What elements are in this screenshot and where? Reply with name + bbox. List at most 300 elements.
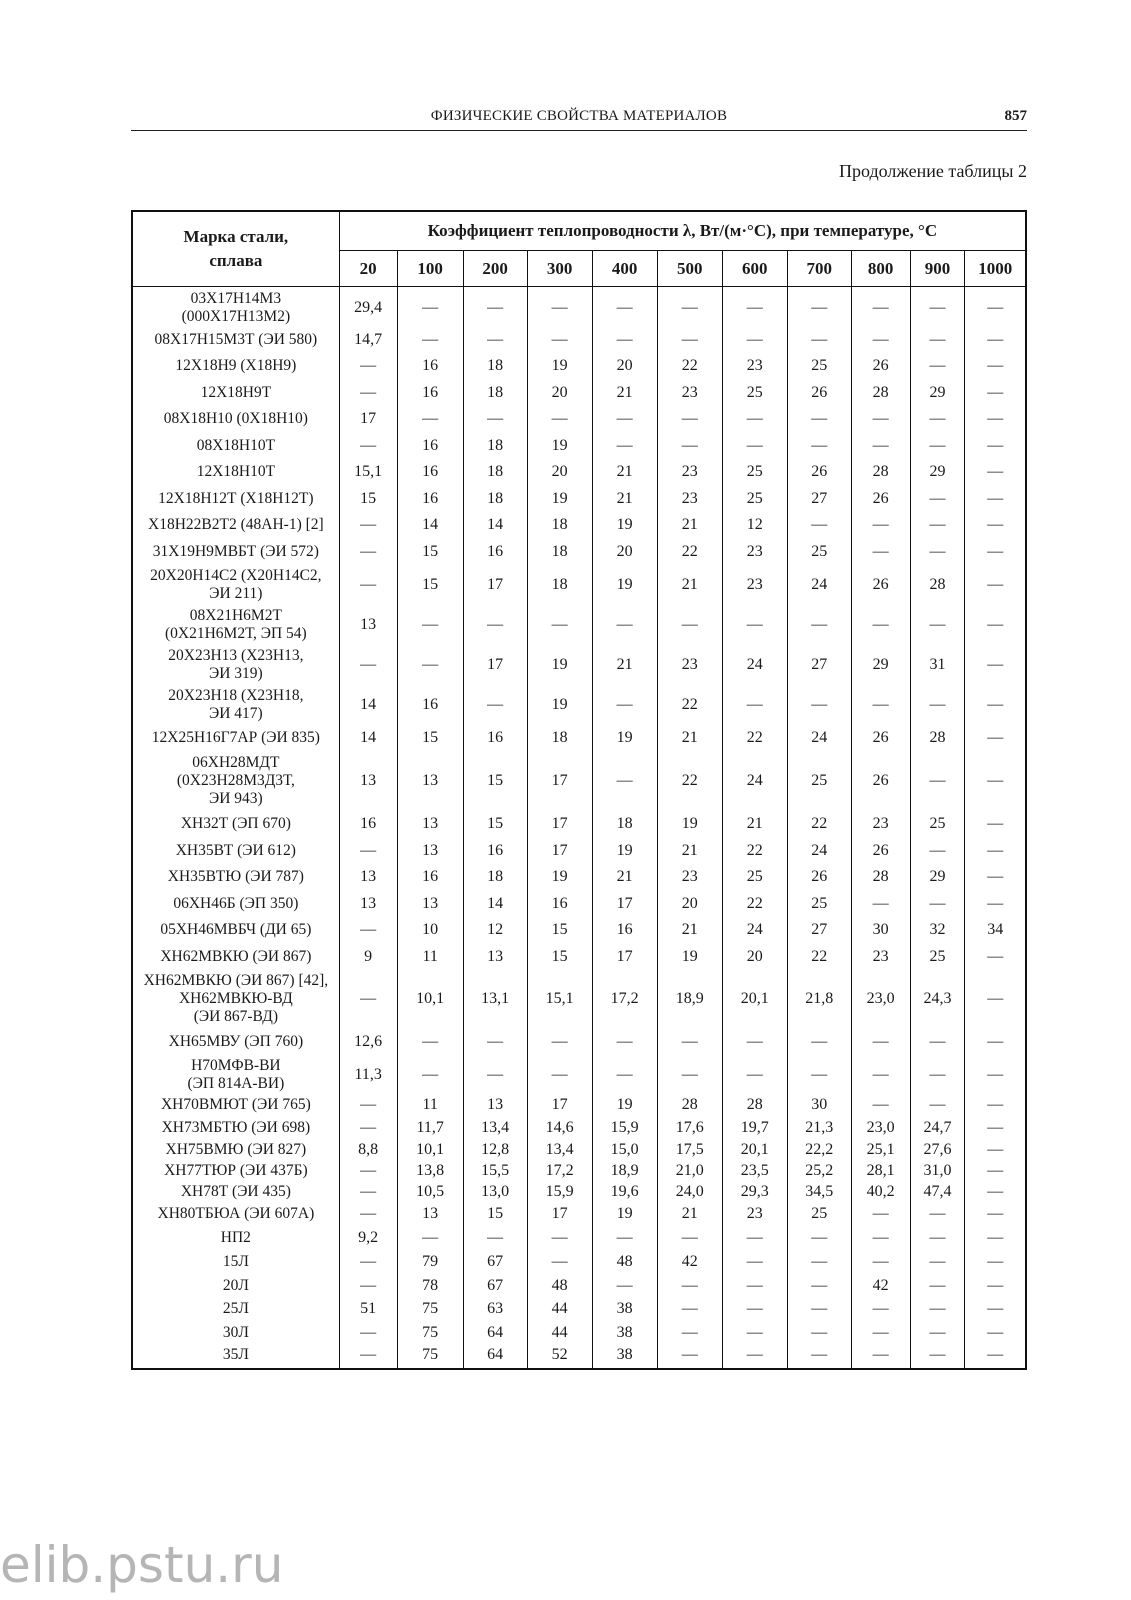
conductivity-value-cell: —: [851, 1298, 910, 1321]
temperature-header-cell: 20: [339, 251, 397, 287]
conductivity-value-cell: —: [965, 565, 1026, 605]
conductivity-value-cell: 14: [463, 891, 527, 917]
conductivity-value-cell: 19: [657, 811, 722, 838]
conductivity-value-cell: 23,0: [851, 1117, 910, 1139]
conductivity-value-cell: 10,1: [397, 970, 463, 1029]
conductivity-value-cell: 34,5: [787, 1182, 851, 1203]
conductivity-value-cell: 21: [592, 486, 657, 512]
table-body: [132, 287, 1026, 1369]
conductivity-value-cell: —: [592, 1274, 657, 1298]
conductivity-value-cell: —: [339, 1203, 397, 1226]
conductivity-value-cell: —: [910, 433, 965, 459]
conductivity-value-cell: 10: [397, 917, 463, 944]
conductivity-value-cell: 25: [787, 353, 851, 380]
conductivity-value-cell: 23,0: [851, 970, 910, 1029]
conductivity-value-cell: —: [592, 1029, 657, 1056]
conductivity-value-cell: 25,2: [787, 1161, 851, 1182]
conductivity-value-cell: —: [722, 406, 787, 433]
table-row: [132, 725, 1026, 752]
conductivity-value-cell: 16: [592, 917, 657, 944]
steel-grade-cell: ХН62МВКЮ (ЭИ 867): [132, 944, 339, 970]
conductivity-value-cell: 28: [910, 565, 965, 605]
conductivity-value-cell: —: [463, 287, 527, 327]
conductivity-value-cell: 27,6: [910, 1139, 965, 1161]
temperature-header-cell: 800: [851, 251, 910, 287]
conductivity-value-cell: 17,5: [657, 1139, 722, 1161]
coefficient-header: Коэффициент теплопроводности λ, Вт/(м·°С), при температуре, °С: [339, 211, 1026, 251]
conductivity-value-cell: 12,8: [463, 1139, 527, 1161]
conductivity-value-cell: —: [851, 433, 910, 459]
table-row: [132, 752, 1026, 811]
conductivity-value-cell: 24: [787, 725, 851, 752]
conductivity-value-cell: 11: [397, 944, 463, 970]
conductivity-value-cell: —: [527, 1250, 592, 1274]
conductivity-value-cell: 13,1: [463, 970, 527, 1029]
conductivity-value-cell: 67: [463, 1274, 527, 1298]
conductivity-value-cell: 15: [397, 539, 463, 565]
table-row: [132, 891, 1026, 917]
steel-grade-cell: ХН75ВМЮ (ЭИ 827): [132, 1139, 339, 1161]
conductivity-value-cell: 17: [463, 565, 527, 605]
steel-grade-cell: ХН35ВТ (ЭИ 612): [132, 838, 339, 864]
conductivity-value-cell: 38: [592, 1345, 657, 1369]
conductivity-value-cell: —: [965, 1274, 1026, 1298]
conductivity-value-cell: 14: [339, 685, 397, 725]
conductivity-value-cell: —: [722, 685, 787, 725]
conductivity-value-cell: —: [910, 327, 965, 353]
conductivity-value-cell: —: [527, 1029, 592, 1056]
running-title: ФИЗИЧЕСКИЕ СВОЙСТВА МАТЕРИАЛОВ: [430, 108, 728, 124]
conductivity-value-cell: 23: [657, 645, 722, 685]
conductivity-value-cell: 23: [722, 1203, 787, 1226]
table-row: [132, 864, 1026, 891]
conductivity-value-cell: —: [527, 1226, 592, 1250]
conductivity-value-cell: —: [910, 353, 965, 380]
conductivity-value-cell: —: [965, 725, 1026, 752]
steel-grade-cell: 05ХН46МВБЧ (ДИ 65): [132, 917, 339, 944]
conductivity-value-cell: 16: [397, 685, 463, 725]
conductivity-value-cell: —: [339, 1161, 397, 1182]
conductivity-value-cell: 38: [592, 1298, 657, 1321]
conductivity-value-cell: —: [527, 605, 592, 645]
conductivity-value-cell: —: [722, 1250, 787, 1274]
conductivity-value-cell: 13: [397, 811, 463, 838]
table-row: [132, 1203, 1026, 1226]
table-row: [132, 1139, 1026, 1161]
conductivity-value-cell: 20: [527, 380, 592, 406]
conductivity-value-cell: —: [657, 1321, 722, 1345]
table-row: [132, 970, 1026, 1029]
steel-grade-cell: 31Х19Н9МВБТ (ЭИ 572): [132, 539, 339, 565]
conductivity-value-cell: 15: [527, 917, 592, 944]
steel-grade-cell: 08Х21Н6М2Т (0Х21Н6М2Т, ЭП 54): [132, 605, 339, 645]
steel-grade-cell: 06ХН28МДТ (0Х23Н28М3Д3Т, ЭИ 943): [132, 752, 339, 811]
conductivity-value-cell: 9: [339, 944, 397, 970]
conductivity-value-cell: —: [910, 605, 965, 645]
conductivity-value-cell: 18: [463, 459, 527, 486]
conductivity-value-cell: 17,2: [527, 1161, 592, 1182]
table-row: [132, 327, 1026, 353]
conductivity-value-cell: —: [965, 1226, 1026, 1250]
conductivity-value-cell: 26: [787, 380, 851, 406]
conductivity-value-cell: 18: [463, 864, 527, 891]
conductivity-value-cell: 21: [592, 645, 657, 685]
conductivity-value-cell: —: [787, 1029, 851, 1056]
conductivity-value-cell: 14,7: [339, 327, 397, 353]
conductivity-value-cell: 26: [851, 486, 910, 512]
conductivity-value-cell: 44: [527, 1321, 592, 1345]
steel-grade-cell: 06ХН46Б (ЭП 350): [132, 891, 339, 917]
conductivity-value-cell: 23: [722, 565, 787, 605]
conductivity-value-cell: 26: [851, 353, 910, 380]
conductivity-value-cell: —: [965, 685, 1026, 725]
conductivity-value-cell: —: [722, 327, 787, 353]
conductivity-value-cell: —: [965, 1298, 1026, 1321]
table-row: [132, 1250, 1026, 1274]
conductivity-value-cell: 18: [463, 486, 527, 512]
conductivity-value-cell: —: [787, 1226, 851, 1250]
steel-grade-cell: Н70МФВ-ВИ (ЭП 814А-ВИ): [132, 1056, 339, 1094]
conductivity-value-cell: 64: [463, 1345, 527, 1369]
conductivity-value-cell: —: [397, 327, 463, 353]
conductivity-value-cell: —: [722, 433, 787, 459]
conductivity-value-cell: 10,5: [397, 1182, 463, 1203]
conductivity-value-cell: —: [397, 1029, 463, 1056]
conductivity-value-cell: —: [339, 1094, 397, 1117]
conductivity-value-cell: 23: [722, 353, 787, 380]
steel-grade-cell: 12Х18Н9Т: [132, 380, 339, 406]
conductivity-value-cell: 19: [657, 944, 722, 970]
conductivity-value-cell: 17: [527, 811, 592, 838]
conductivity-value-cell: —: [965, 486, 1026, 512]
conductivity-value-cell: 24,7: [910, 1117, 965, 1139]
conductivity-value-cell: 15,0: [592, 1139, 657, 1161]
conductivity-value-cell: —: [722, 1056, 787, 1094]
steel-grade-cell: ХН35ВТЮ (ЭИ 787): [132, 864, 339, 891]
conductivity-value-cell: —: [787, 433, 851, 459]
conductivity-value-cell: 15,9: [592, 1117, 657, 1139]
conductivity-value-cell: 21,3: [787, 1117, 851, 1139]
running-header: [131, 108, 1027, 131]
conductivity-value-cell: —: [965, 433, 1026, 459]
conductivity-value-cell: 15: [463, 752, 527, 811]
conductivity-value-cell: 21: [722, 811, 787, 838]
temperature-header-cell: 1000: [965, 251, 1026, 287]
conductivity-value-cell: 16: [463, 539, 527, 565]
conductivity-value-cell: 16: [397, 380, 463, 406]
conductivity-value-cell: 19,6: [592, 1182, 657, 1203]
conductivity-value-cell: —: [851, 1321, 910, 1345]
table-row: [132, 645, 1026, 685]
conductivity-value-cell: —: [722, 1345, 787, 1369]
conductivity-value-cell: 25: [787, 1203, 851, 1226]
conductivity-value-cell: —: [722, 1321, 787, 1345]
conductivity-value-cell: 12: [722, 512, 787, 539]
table-row: [132, 1298, 1026, 1321]
conductivity-value-cell: 25: [787, 752, 851, 811]
conductivity-value-cell: 25: [722, 459, 787, 486]
conductivity-value-cell: —: [787, 1298, 851, 1321]
conductivity-value-cell: 13: [463, 944, 527, 970]
conductivity-value-cell: 21: [657, 1203, 722, 1226]
conductivity-value-cell: 78: [397, 1274, 463, 1298]
steel-grade-cell: 12Х18Н9 (Х18Н9): [132, 353, 339, 380]
conductivity-value-cell: —: [965, 838, 1026, 864]
conductivity-value-cell: —: [787, 287, 851, 327]
steel-grade-cell: 12Х18Н10Т: [132, 459, 339, 486]
conductivity-value-cell: 17: [592, 891, 657, 917]
table-row: [132, 512, 1026, 539]
conductivity-value-cell: 47,4: [910, 1182, 965, 1203]
conductivity-value-cell: 19: [592, 1203, 657, 1226]
conductivity-value-cell: 12,6: [339, 1029, 397, 1056]
conductivity-value-cell: —: [910, 1274, 965, 1298]
conductivity-value-cell: —: [722, 605, 787, 645]
watermark: elib.pstu.ru: [0, 1536, 284, 1594]
conductivity-value-cell: 15: [463, 1203, 527, 1226]
conductivity-value-cell: —: [339, 970, 397, 1029]
conductivity-value-cell: —: [339, 645, 397, 685]
conductivity-value-cell: 18: [592, 811, 657, 838]
conductivity-value-cell: 34: [965, 917, 1026, 944]
steel-grade-cell: ХН73МБТЮ (ЭИ 698): [132, 1117, 339, 1139]
conductivity-value-cell: 28: [851, 864, 910, 891]
conductivity-value-cell: —: [965, 1056, 1026, 1094]
conductivity-value-cell: 17: [463, 645, 527, 685]
table-row: [132, 811, 1026, 838]
conductivity-value-cell: 24: [722, 645, 787, 685]
steel-grade-cell: ХН78Т (ЭИ 435): [132, 1182, 339, 1203]
conductivity-value-cell: —: [965, 1139, 1026, 1161]
conductivity-value-cell: 75: [397, 1298, 463, 1321]
steel-grade-cell: Х18Н22В2Т2 (48АН-1) [2]: [132, 512, 339, 539]
conductivity-value-cell: —: [592, 1226, 657, 1250]
conductivity-value-cell: —: [851, 406, 910, 433]
conductivity-value-cell: —: [339, 512, 397, 539]
conductivity-value-cell: —: [592, 433, 657, 459]
steel-grade-cell: 12Х18Н12Т (Х18Н12Т): [132, 486, 339, 512]
conductivity-value-cell: —: [339, 1345, 397, 1369]
table-row: [132, 433, 1026, 459]
conductivity-value-cell: 25: [722, 380, 787, 406]
conductivity-value-cell: 14: [397, 512, 463, 539]
steel-grade-cell: 20Х23Н18 (Х23Н18, ЭИ 417): [132, 685, 339, 725]
conductivity-value-cell: —: [910, 1094, 965, 1117]
conductivity-value-cell: —: [851, 605, 910, 645]
conductivity-value-cell: 52: [527, 1345, 592, 1369]
conductivity-value-cell: 21: [657, 512, 722, 539]
conductivity-value-cell: —: [965, 752, 1026, 811]
conductivity-value-cell: 21: [657, 725, 722, 752]
conductivity-value-cell: —: [910, 539, 965, 565]
conductivity-value-cell: —: [851, 685, 910, 725]
temperature-header-cell: 400: [592, 251, 657, 287]
steel-grade-cell: 20Х23Н13 (Х23Н13, ЭИ 319): [132, 645, 339, 685]
conductivity-value-cell: 16: [397, 486, 463, 512]
table-row: [132, 685, 1026, 725]
conductivity-value-cell: —: [339, 539, 397, 565]
conductivity-value-cell: 18: [527, 725, 592, 752]
conductivity-value-cell: 13,4: [527, 1139, 592, 1161]
conductivity-value-cell: 14: [463, 512, 527, 539]
conductivity-value-cell: 42: [851, 1274, 910, 1298]
conductivity-value-cell: 19: [527, 864, 592, 891]
table-row: [132, 1321, 1026, 1345]
conductivity-value-cell: 17: [527, 1094, 592, 1117]
conductivity-value-cell: —: [527, 1056, 592, 1094]
conductivity-value-cell: —: [910, 1029, 965, 1056]
conductivity-value-cell: —: [463, 685, 527, 725]
steel-grade-cell: 03Х17Н14М3 (000Х17Н13М2): [132, 287, 339, 327]
conductivity-value-cell: 22: [722, 891, 787, 917]
conductivity-value-cell: —: [910, 1345, 965, 1369]
table-row: [132, 1226, 1026, 1250]
conductivity-value-cell: 64: [463, 1321, 527, 1345]
conductivity-value-cell: 8,8: [339, 1139, 397, 1161]
conductivity-value-cell: —: [592, 752, 657, 811]
conductivity-value-cell: 18: [527, 539, 592, 565]
conductivity-value-cell: —: [910, 287, 965, 327]
conductivity-value-cell: —: [463, 1056, 527, 1094]
conductivity-value-cell: —: [851, 1056, 910, 1094]
conductivity-value-cell: 17: [339, 406, 397, 433]
conductivity-value-cell: —: [910, 486, 965, 512]
steel-grade-cell: 25Л: [132, 1298, 339, 1321]
conductivity-value-cell: 44: [527, 1298, 592, 1321]
conductivity-value-cell: —: [787, 1056, 851, 1094]
conductivity-value-cell: 28: [722, 1094, 787, 1117]
table-row: [132, 1161, 1026, 1182]
conductivity-value-cell: —: [787, 512, 851, 539]
conductivity-value-cell: 20: [722, 944, 787, 970]
conductivity-value-cell: —: [910, 752, 965, 811]
conductivity-value-cell: 21: [657, 565, 722, 605]
table-row: [132, 565, 1026, 605]
conductivity-value-cell: —: [463, 327, 527, 353]
conductivity-value-cell: 18,9: [657, 970, 722, 1029]
conductivity-value-cell: —: [851, 512, 910, 539]
conductivity-value-cell: —: [965, 864, 1026, 891]
conductivity-value-cell: —: [657, 287, 722, 327]
conductivity-value-cell: 23: [657, 486, 722, 512]
conductivity-value-cell: 24,0: [657, 1182, 722, 1203]
conductivity-value-cell: 28: [657, 1094, 722, 1117]
conductivity-value-cell: —: [965, 811, 1026, 838]
conductivity-value-cell: 40,2: [851, 1182, 910, 1203]
conductivity-value-cell: 20: [592, 353, 657, 380]
conductivity-value-cell: 24,3: [910, 970, 965, 1029]
temperature-header-cell: 100: [397, 251, 463, 287]
conductivity-value-cell: 15: [397, 565, 463, 605]
steel-grade-cell: 20Л: [132, 1274, 339, 1298]
conductivity-value-cell: —: [657, 605, 722, 645]
conductivity-value-cell: 25: [787, 539, 851, 565]
table-row: [132, 353, 1026, 380]
steel-grade-cell: 35Л: [132, 1345, 339, 1369]
conductivity-value-cell: 16: [339, 811, 397, 838]
conductivity-value-cell: —: [910, 1298, 965, 1321]
conductivity-value-cell: 13: [463, 1094, 527, 1117]
conductivity-value-cell: 26: [851, 725, 910, 752]
conductivity-value-cell: 28: [910, 725, 965, 752]
steel-grade-cell: ХН77ТЮР (ЭИ 437Б): [132, 1161, 339, 1182]
conductivity-value-cell: —: [851, 1029, 910, 1056]
conductivity-value-cell: 29: [910, 459, 965, 486]
conductivity-value-cell: —: [965, 1094, 1026, 1117]
conductivity-value-cell: —: [339, 353, 397, 380]
conductivity-value-cell: 23: [657, 380, 722, 406]
temperature-header-cell: 200: [463, 251, 527, 287]
conductivity-value-cell: 19: [527, 486, 592, 512]
table-row: [132, 1117, 1026, 1139]
conductivity-value-cell: 12: [463, 917, 527, 944]
conductivity-value-cell: 15,1: [527, 970, 592, 1029]
conductivity-value-cell: 22: [787, 811, 851, 838]
conductivity-value-cell: 27: [787, 486, 851, 512]
conductivity-value-cell: 15,1: [339, 459, 397, 486]
conductivity-value-cell: —: [910, 838, 965, 864]
conductivity-value-cell: 23: [657, 459, 722, 486]
conductivity-value-cell: —: [965, 891, 1026, 917]
conductivity-value-cell: —: [592, 685, 657, 725]
conductivity-value-cell: 19: [592, 1094, 657, 1117]
conductivity-value-cell: 20: [657, 891, 722, 917]
conductivity-value-cell: —: [397, 406, 463, 433]
conductivity-value-cell: 20,1: [722, 970, 787, 1029]
conductivity-value-cell: 14: [339, 725, 397, 752]
table-row: [132, 406, 1026, 433]
conductivity-value-cell: —: [965, 353, 1026, 380]
conductivity-value-cell: 15: [339, 486, 397, 512]
conductivity-value-cell: —: [910, 512, 965, 539]
conductivity-value-cell: 16: [397, 459, 463, 486]
conductivity-value-cell: —: [339, 1117, 397, 1139]
conductivity-value-cell: 22,2: [787, 1139, 851, 1161]
conductivity-value-cell: 19: [592, 512, 657, 539]
conductivity-value-cell: —: [592, 406, 657, 433]
conductivity-value-cell: 17: [527, 838, 592, 864]
conductivity-value-cell: —: [339, 1321, 397, 1345]
conductivity-value-cell: 29,3: [722, 1182, 787, 1203]
conductivity-value-cell: 13: [339, 891, 397, 917]
steel-grade-cell: 08Х18Н10 (0Х18Н10): [132, 406, 339, 433]
conductivity-value-cell: —: [787, 1321, 851, 1345]
table-row: [132, 1056, 1026, 1094]
conductivity-value-cell: 22: [657, 353, 722, 380]
conductivity-value-cell: —: [965, 1182, 1026, 1203]
conductivity-value-cell: 75: [397, 1321, 463, 1345]
conductivity-value-cell: 79: [397, 1250, 463, 1274]
conductivity-value-cell: —: [722, 1226, 787, 1250]
conductivity-value-cell: —: [910, 891, 965, 917]
table-row: [132, 944, 1026, 970]
conductivity-value-cell: —: [851, 1345, 910, 1369]
conductivity-value-cell: —: [851, 891, 910, 917]
thermal-conductivity-table: [131, 210, 1027, 1370]
conductivity-value-cell: —: [910, 1203, 965, 1226]
conductivity-value-cell: —: [463, 1029, 527, 1056]
conductivity-value-cell: 26: [851, 565, 910, 605]
conductivity-value-cell: —: [965, 1161, 1026, 1182]
conductivity-value-cell: 18: [463, 433, 527, 459]
conductivity-value-cell: 29: [910, 864, 965, 891]
conductivity-value-cell: 17: [592, 944, 657, 970]
conductivity-value-cell: —: [657, 433, 722, 459]
conductivity-value-cell: —: [592, 327, 657, 353]
conductivity-value-cell: 26: [851, 752, 910, 811]
steel-grade-cell: 30Л: [132, 1321, 339, 1345]
steel-grade-cell: ХН32Т (ЭП 670): [132, 811, 339, 838]
